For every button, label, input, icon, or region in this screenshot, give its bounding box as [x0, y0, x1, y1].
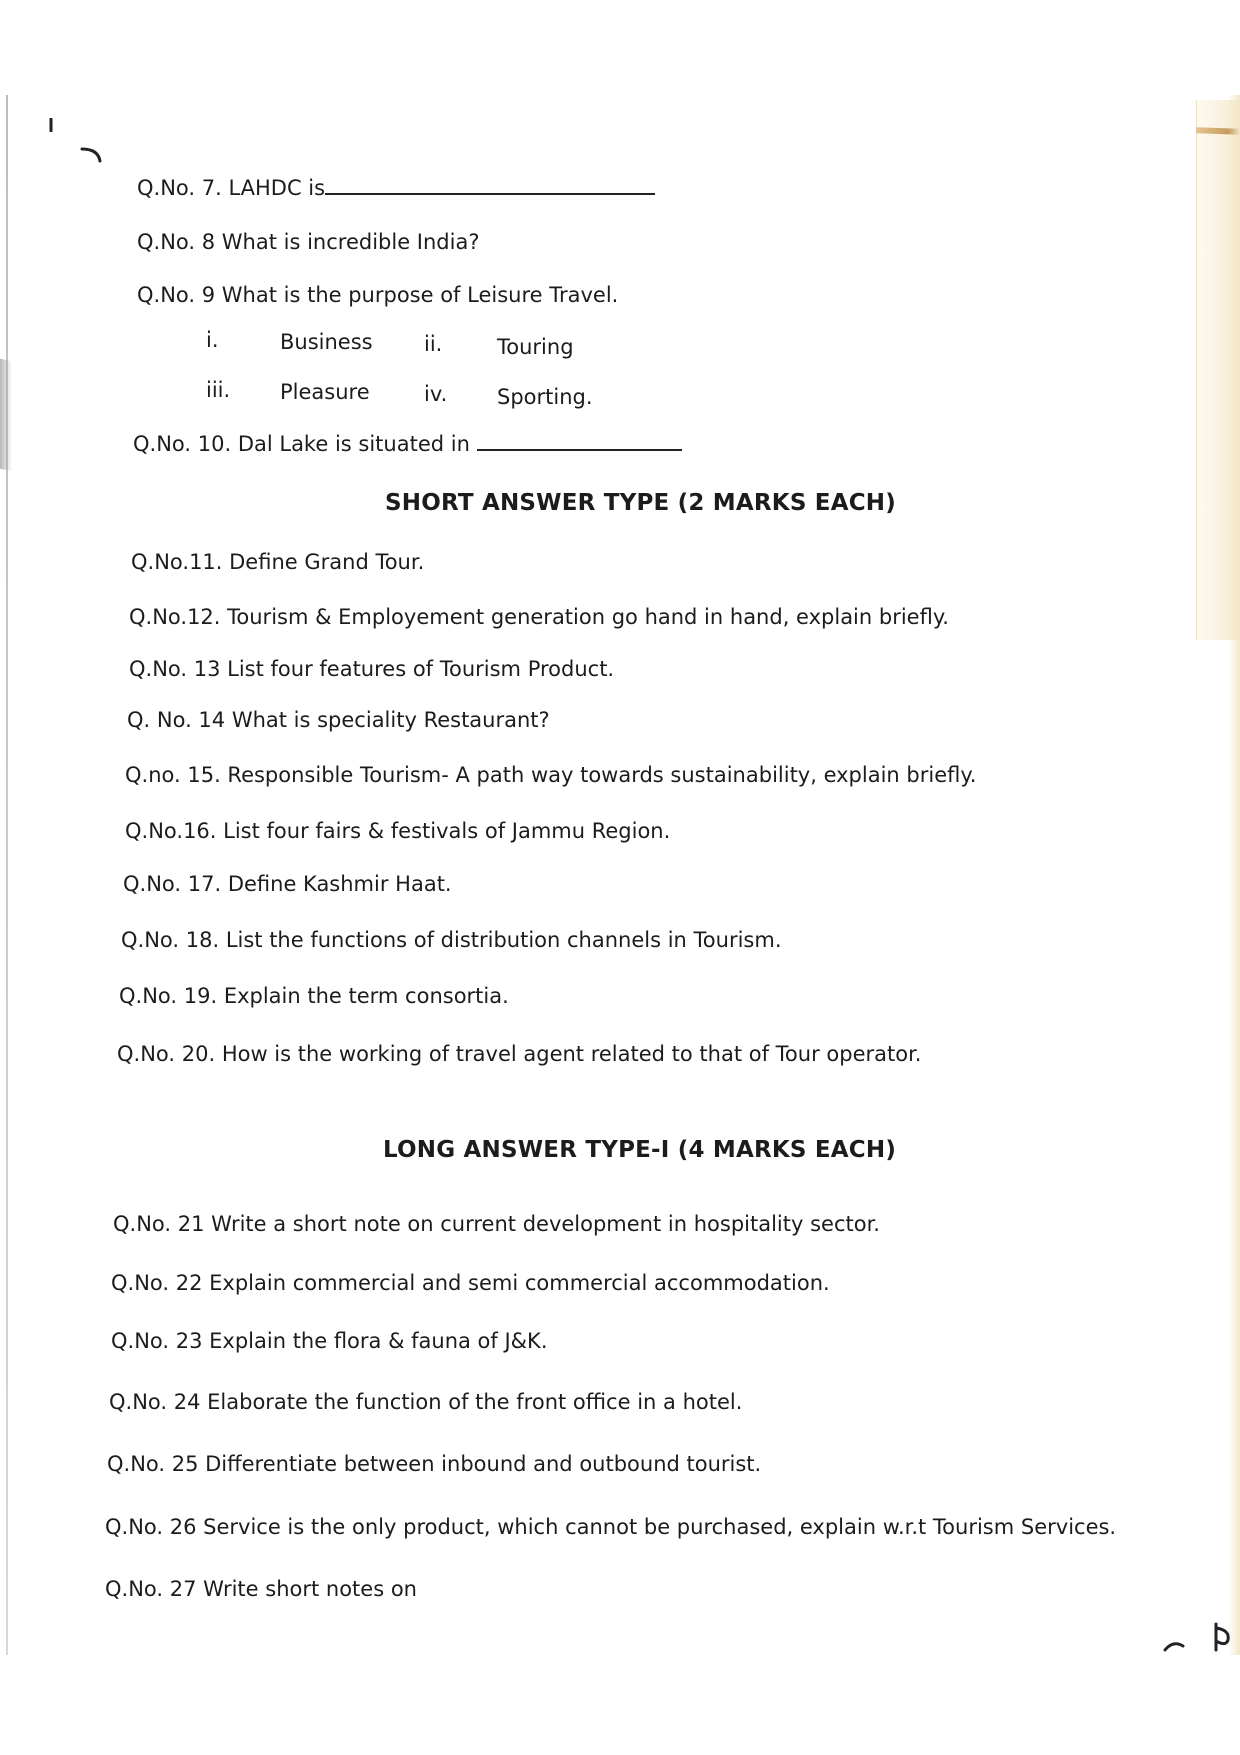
question-19: Q.No. 19. Explain the term consortia. — [119, 984, 509, 1008]
question-21: Q.No. 21 Write a short note on current development in hospitality sector. — [113, 1212, 880, 1236]
question-16: Q.No.16. List four fairs & festivals of Jammu Region. — [125, 819, 671, 843]
question-18: Q.No. 18. List the functions of distribution channels in Tourism. — [121, 928, 782, 952]
scan-left-edge — [6, 95, 8, 1655]
answer-blank — [325, 191, 655, 195]
question-11: Q.No.11. Define Grand Tour. — [131, 550, 425, 574]
question-7-text: Q.No. 7. LAHDC is — [137, 176, 326, 200]
option-pleasure: Pleasure — [280, 380, 370, 404]
option-num-ii: ii. — [424, 332, 443, 356]
option-num-i: i. — [206, 328, 219, 352]
question-12: Q.No.12. Tourism & Employement generation go hand in hand, explain briefly. — [129, 605, 949, 629]
section-heading-long: LONG ANSWER TYPE-I (4 MARKS EACH) — [383, 1137, 897, 1163]
question-22: Q.No. 22 Explain commercial and semi commercial accommodation. — [111, 1271, 830, 1295]
question-23: Q.No. 23 Explain the flora & fauna of J&K. — [111, 1329, 548, 1353]
question-27: Q.No. 27 Write short notes on — [105, 1577, 417, 1601]
question-9: Q.No. 9 What is the purpose of Leisure Travel. — [137, 283, 619, 307]
ink-curve-mark — [1163, 1638, 1185, 1652]
ink-dot-mark — [48, 118, 54, 132]
option-business: Business — [280, 330, 373, 354]
question-15: Q.no. 15. Responsible Tourism- A path way towards sustainability, explain briefly. — [125, 763, 977, 787]
ink-hook-mark — [1210, 1620, 1234, 1654]
question-25: Q.No. 25 Differentiate between inbound and outbound tourist. — [107, 1452, 762, 1476]
ink-tick-mark — [78, 145, 104, 171]
section-heading-short: SHORT ANSWER TYPE (2 MARKS EACH) — [385, 490, 896, 516]
question-13: Q.No. 13 List four features of Tourism Product. — [129, 657, 615, 681]
question-10-text: Q.No. 10. Dal Lake is situated in — [133, 432, 470, 456]
option-num-iv: iv. — [424, 382, 448, 406]
question-8: Q.No. 8 What is incredible India? — [137, 230, 480, 254]
question-10 — [133, 431, 682, 457]
answer-blank — [477, 447, 682, 451]
question-14: Q. No. 14 What is speciality Restaurant? — [127, 708, 550, 732]
question-26: Q.No. 26 Service is the only product, which cannot be purchased, explain w.r.t Tourism Services. — [105, 1515, 1117, 1539]
option-touring: Touring — [497, 335, 574, 359]
option-num-iii: iii. — [206, 378, 231, 402]
scan-right-edge — [1228, 95, 1240, 1655]
scan-left-shadow — [0, 359, 12, 472]
question-24: Q.No. 24 Elaborate the function of the front office in a hotel. — [109, 1390, 743, 1414]
option-sporting: Sporting. — [497, 385, 593, 409]
question-17: Q.No. 17. Define Kashmir Haat. — [123, 872, 452, 896]
question-20: Q.No. 20. How is the working of travel agent related to that of Tour operator. — [117, 1042, 922, 1066]
question-7 — [137, 175, 655, 201]
